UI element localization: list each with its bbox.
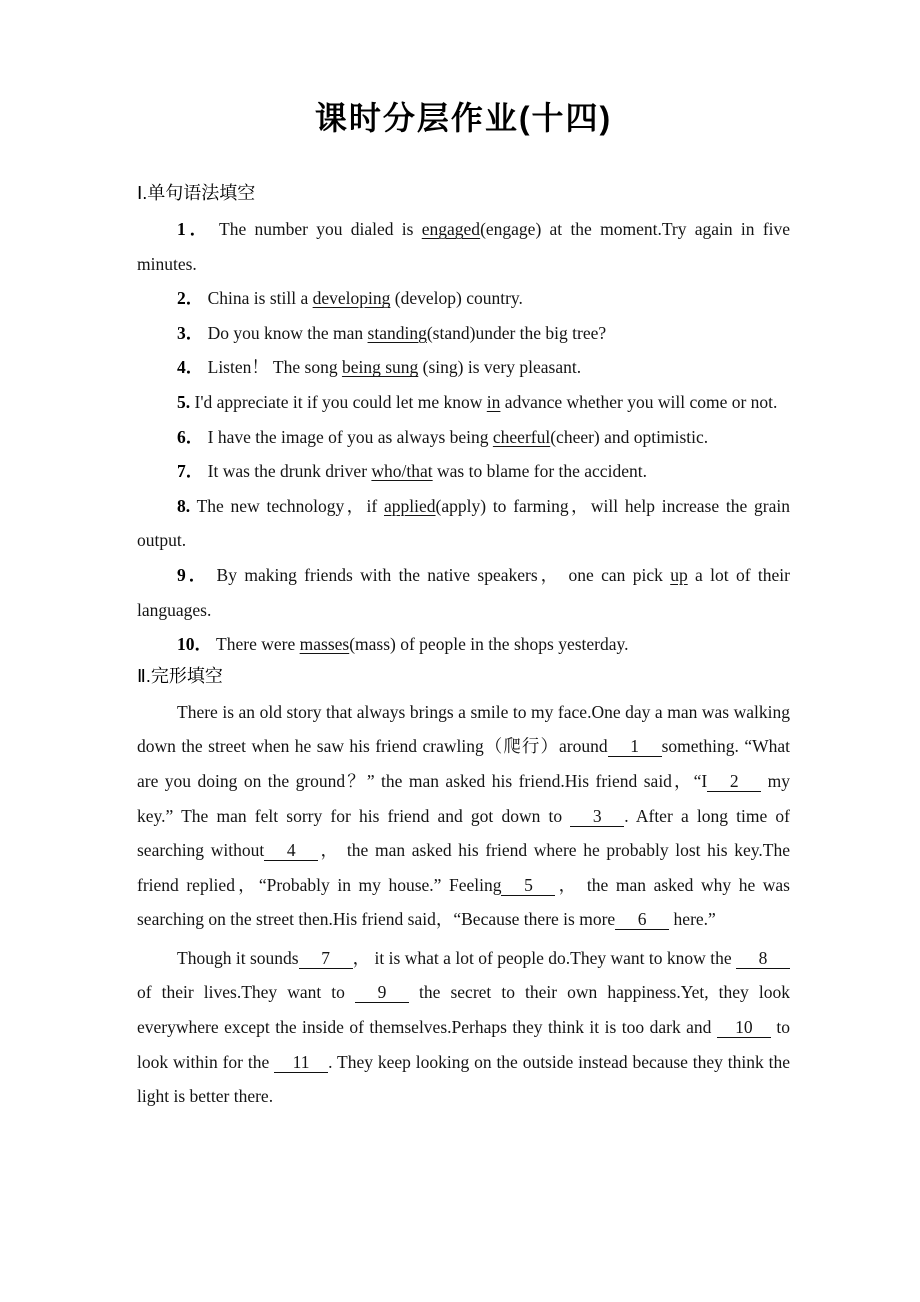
answer-underlined: applied [384,495,436,516]
text-run: advance whether you will come or not. [500,391,778,412]
text-run: (stand)under the big tree? [426,322,607,343]
text-run: The number you dialed is [211,219,422,239]
section-cloze [137,665,790,1114]
answer-underlined: standing [367,322,427,343]
section2-heading: Ⅱ.完形填空 [137,665,223,686]
cloze-blank-3: 3 [570,807,624,827]
answer-underlined: developing [312,288,391,309]
grammar-item [137,385,790,420]
text-run: of their lives.They want to [137,982,355,1003]
cloze-blank-6: 6 [615,910,669,930]
text-run: Do you know the man [203,322,368,343]
text-run: (engage) at the moment.Try again in five minutes. [137,219,791,274]
text-run: . They keep looking on the outside instead because they think the light is better there. [137,1051,791,1107]
answer-underlined: being sung [341,357,419,378]
text-run: my key.” The man felt sorry for his friend and got down to [137,770,790,826]
text-run: was to blame for the accident. [432,461,647,482]
grammar-item [137,558,790,627]
text-run: . After a long time of searching without [137,805,790,861]
text-run: Listen！ The song [203,357,342,378]
text-run: I have the image of you as always being [203,426,493,447]
grammar-items-list [137,212,790,662]
text-run: There is an old story that always brings a smile to my face.One day a man was walking down the street when he saw his friend crawling（爬行）around [137,701,790,757]
item-number: 8. [177,495,191,516]
text-run: (mass) of people in the shops yesterday. [349,634,629,655]
text-run: something. “What are you doing on the ground？” the man asked his friend.His friend said，“I [137,736,790,791]
text-run: I'd appreciate it if you could let me know [190,391,487,412]
answer-underlined: who/that [371,461,433,482]
page-title: 课时分层作业(十四) [314,100,613,136]
text-run: By making friends with the native speakers， one can pick [209,564,671,585]
cloze-blank-4: 4 [264,841,318,861]
text-run: (cheer) and optimistic. [550,426,709,447]
section-grammar-fill [137,182,790,662]
answer-underlined: in [486,391,501,412]
text-run: It was the drunk driver [203,461,372,482]
grammar-item [137,420,790,455]
cloze-blank-2: 2 [707,772,761,792]
grammar-item [137,212,790,281]
text-run: There were [212,634,300,655]
item-number: 6． [177,426,204,447]
grammar-item [137,350,790,385]
answer-underlined: engaged [421,219,481,239]
cloze-blank-7: 7 [299,949,353,969]
text-run: here.” [669,909,716,930]
text-run: the secret to their own happiness.Yet, they look everywhere except the inside of themselves.Perhaps they think it is too dark and [137,982,790,1038]
text-run: (develop) country. [390,288,523,309]
text-run: ， the man asked his friend where he probably lost his key.The friend replied，“Probably in my house.” Feeling [137,840,790,895]
item-number: 2． [177,288,204,309]
cloze-passage [137,695,790,1114]
item-number: 4． [177,357,204,378]
cloze-blank-11: 11 [274,1053,328,1073]
cloze-blank-9: 9 [355,983,409,1003]
text-run: a lot of their languages. [137,564,790,620]
item-number: 9． [177,564,210,585]
text-run: The new technology，if [190,495,384,516]
text-run: to look within for the [137,1017,790,1072]
cloze-paragraph [137,695,790,937]
item-number: 10． [177,634,212,655]
grammar-item [137,489,790,558]
grammar-item [137,316,790,351]
item-number: 7． [177,461,204,482]
cloze-paragraph [137,941,790,1114]
item-number: 1． [177,219,212,239]
cloze-blank-1: 1 [608,737,662,757]
item-number: 5. [177,391,191,412]
grammar-item [137,627,790,662]
answer-underlined: masses [299,634,350,655]
text-run: China is still a [203,288,313,309]
text-run: Though it sounds [177,947,299,968]
cloze-blank-5: 5 [501,876,555,896]
section1-heading: Ⅰ.单句语法填空 [137,183,256,203]
grammar-item [137,281,790,316]
text-run: (sing) is very pleasant. [418,357,582,378]
text-run: ， the man asked why he was searching on the street then.His friend said，“Because there is more [137,874,790,930]
answer-underlined: cheerful [492,426,551,447]
answer-underlined: up [670,564,688,585]
grammar-item [137,454,790,489]
cloze-blank-10: 10 [717,1018,771,1038]
text-run: (apply) to farming，will help increase the grain output. [137,495,790,551]
item-number: 3． [177,322,204,343]
cloze-blank-8: 8 [736,949,790,969]
text-run: ， it is what a lot of people do.They want to know the [352,947,736,968]
